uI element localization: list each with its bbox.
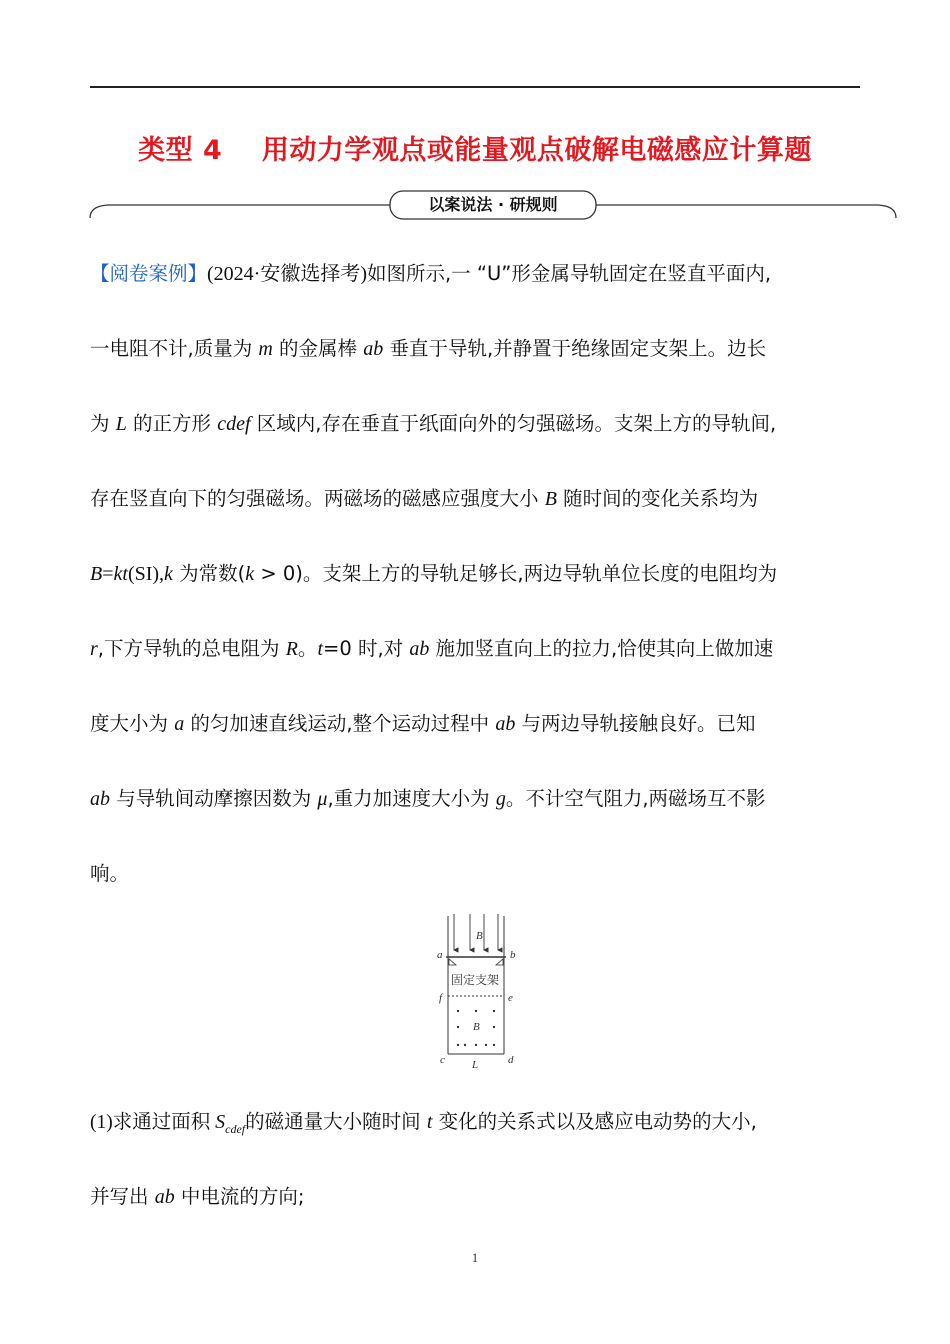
label-e: e bbox=[508, 992, 513, 1004]
problem-line-6: r,下方导轨的总电阻为 R。t=0 时,对 ab 施加竖直向上的拉力,恰使其向上做加速 bbox=[90, 637, 774, 660]
rail-diagram bbox=[432, 912, 522, 1072]
label-f: f bbox=[439, 992, 443, 1004]
field-label-top: B bbox=[476, 930, 483, 942]
section-banner bbox=[88, 188, 898, 222]
rail-figure bbox=[432, 912, 522, 1072]
top-rule bbox=[90, 86, 860, 88]
label-b: b bbox=[510, 949, 516, 961]
problem-line-7: 度大小为 a 的匀加速直线运动,整个运动过程中 ab 与两边导轨接触良好。已知 bbox=[90, 712, 756, 735]
label-a: a bbox=[437, 949, 443, 961]
question-1-line-2: 并写出 ab 中电流的方向; bbox=[90, 1185, 305, 1208]
banner-label: 以案说法 · 研规则 bbox=[428, 195, 558, 214]
section-title: 类型 4 用动力学观点或能量观点破解电磁感应计算题 bbox=[138, 135, 812, 166]
problem-line-9: 响。 bbox=[90, 862, 130, 885]
question-1-line-1: (1)求通过面积 $S_{cdef}$的磁通量大小随时间 t 变化的关系式以及感应电动势的大小, bbox=[90, 1110, 757, 1136]
problem-line-2: 一电阻不计,质量为 m 的金属棒 ab 垂直于导轨,并静置于绝缘固定支架上。边长 bbox=[90, 337, 767, 360]
problem-line-5: B=kt(SI),k 为常数(k > 0)。支架上方的导轨足够长,两边导轨单位长度的电阻均为 bbox=[90, 562, 778, 585]
problem-line-8: ab 与导轨间动摩擦因数为 μ,重力加速度大小为 g。不计空气阻力,两磁场互不影 bbox=[90, 787, 766, 810]
problem-line-3: 为 L 的正方形 cdef 区域内,存在垂直于纸面向外的匀强磁场。支架上方的导轨间, bbox=[90, 412, 777, 435]
support-label: 固定支架 bbox=[451, 973, 500, 987]
problem-line-4: 存在竖直向下的匀强磁场。两磁场的磁感应强度大小 B 随时间的变化关系均为 bbox=[90, 487, 759, 510]
label-L: L bbox=[472, 1059, 479, 1071]
problem-source: (2024·安徽选择考) bbox=[207, 263, 367, 285]
field-label-bottom: B bbox=[473, 1021, 480, 1033]
problem-line-1: 【阅卷案例】(2024·安徽选择考)如图所示,一 “U”形金属导轨固定在竖直平面内, bbox=[90, 262, 772, 285]
label-d: d bbox=[508, 1054, 514, 1066]
label-c: c bbox=[440, 1054, 445, 1066]
case-tag: 【阅卷案例】 bbox=[90, 262, 208, 285]
page-number: 1 bbox=[471, 1250, 479, 1265]
